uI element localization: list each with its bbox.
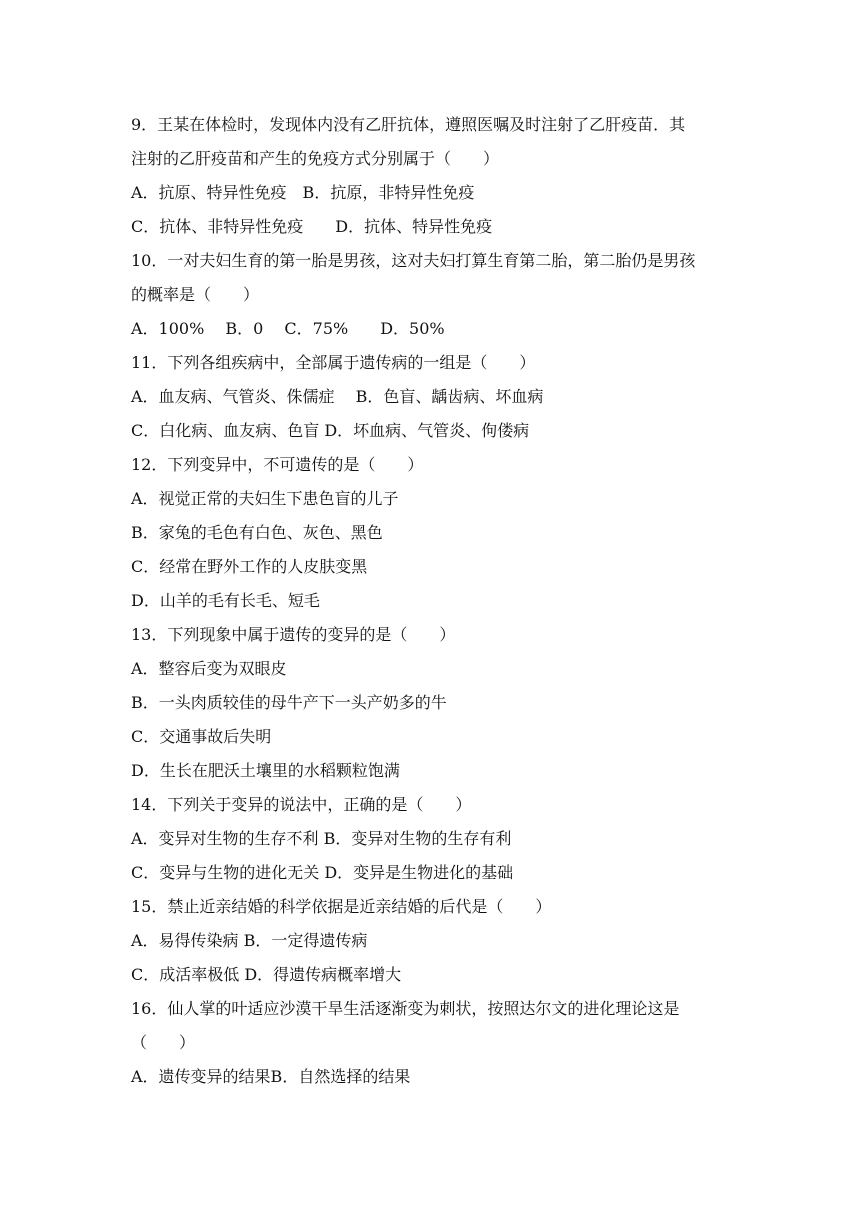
question-11 bbox=[131, 346, 740, 448]
answer-option-line: A．变异对生物的生存不利 B．变异对生物的生存有利 bbox=[131, 829, 512, 848]
question-9 bbox=[131, 108, 740, 244]
question-15 bbox=[131, 890, 740, 992]
question-10 bbox=[131, 244, 740, 346]
question-stem-line: 12．下列变异中，不可遗传的是（ ） bbox=[131, 455, 424, 474]
answer-option-line: A．100% B．0 C．75% D．50% bbox=[131, 319, 445, 338]
answer-option-line: A．血友病、气管炎、侏儒症 B．色盲、龋齿病、坏血病 bbox=[131, 387, 544, 406]
answer-option-line: D．山羊的毛有长毛、短毛 bbox=[131, 591, 320, 610]
answer-option-line: B．一头肉质较佳的母牛产下一头产奶多的牛 bbox=[131, 693, 447, 712]
question-stem-line: 注射的乙肝疫苗和产生的免疫方式分别属于（ ） bbox=[131, 149, 500, 168]
question-stem-line: 14．下列关于变异的说法中，正确的是（ ） bbox=[131, 795, 472, 814]
question-14 bbox=[131, 788, 740, 890]
answer-option-line: A．遗传变异的结果B．自然选择的结果 bbox=[131, 1067, 411, 1086]
question-stem-line: 9．王某在体检时，发现体内没有乙肝抗体，遵照医嘱及时注射了乙肝疫苗．其 bbox=[131, 115, 686, 134]
answer-option-line: A．易得传染病 B．一定得遗传病 bbox=[131, 931, 368, 950]
answer-option-line: C．经常在野外工作的人皮肤变黑 bbox=[131, 557, 368, 576]
answer-option-line: C．白化病、血友病、色盲 D．坏血病、气管炎、佝偻病 bbox=[131, 421, 530, 440]
answer-option-line: A．整容后变为双眼皮 bbox=[131, 659, 287, 678]
question-16 bbox=[131, 992, 740, 1094]
question-13 bbox=[131, 618, 740, 788]
question-stem-line: 13．下列现象中属于遗传的变异的是（ ） bbox=[131, 625, 456, 644]
answer-option-line: B．家兔的毛色有白色、灰色、黑色 bbox=[131, 523, 383, 542]
answer-option-line: C．交通事故后失明 bbox=[131, 727, 272, 746]
answer-option-line: C．成活率极低 D．得遗传病概率增大 bbox=[131, 965, 402, 984]
answer-option-line: D．生长在肥沃土壤里的水稻颗粒饱满 bbox=[131, 761, 400, 780]
question-stem-line: 16．仙人掌的叶适应沙漠干旱生活逐渐变为刺状，按照达尔文的进化理论这是 bbox=[131, 999, 680, 1018]
answer-option-line: C．变异与生物的进化无关 D．变异是生物进化的基础 bbox=[131, 863, 514, 882]
question-stem-line: 15．禁止近亲结婚的科学依据是近亲结婚的后代是（ ） bbox=[131, 897, 552, 916]
question-stem-line: 10．一对夫妇生育的第一胎是男孩，这对夫妇打算生育第二胎，第二胎仍是男孩 bbox=[131, 251, 696, 270]
answer-option-line: C．抗体、非特异性免疫 D．抗体、特异性免疫 bbox=[131, 217, 493, 236]
answer-option-line: A．视觉正常的夫妇生下患色盲的儿子 bbox=[131, 489, 399, 508]
answer-option-line: A．抗原、特异性免疫 B．抗原，非特异性免疫 bbox=[131, 183, 475, 202]
question-stem-line: 的概率是（ ） bbox=[131, 285, 260, 304]
question-stem-line: （ ） bbox=[131, 1033, 196, 1052]
question-stem-line: 11．下列各组疾病中，全部属于遗传病的一组是（ ） bbox=[131, 353, 536, 372]
question-12 bbox=[131, 448, 740, 618]
